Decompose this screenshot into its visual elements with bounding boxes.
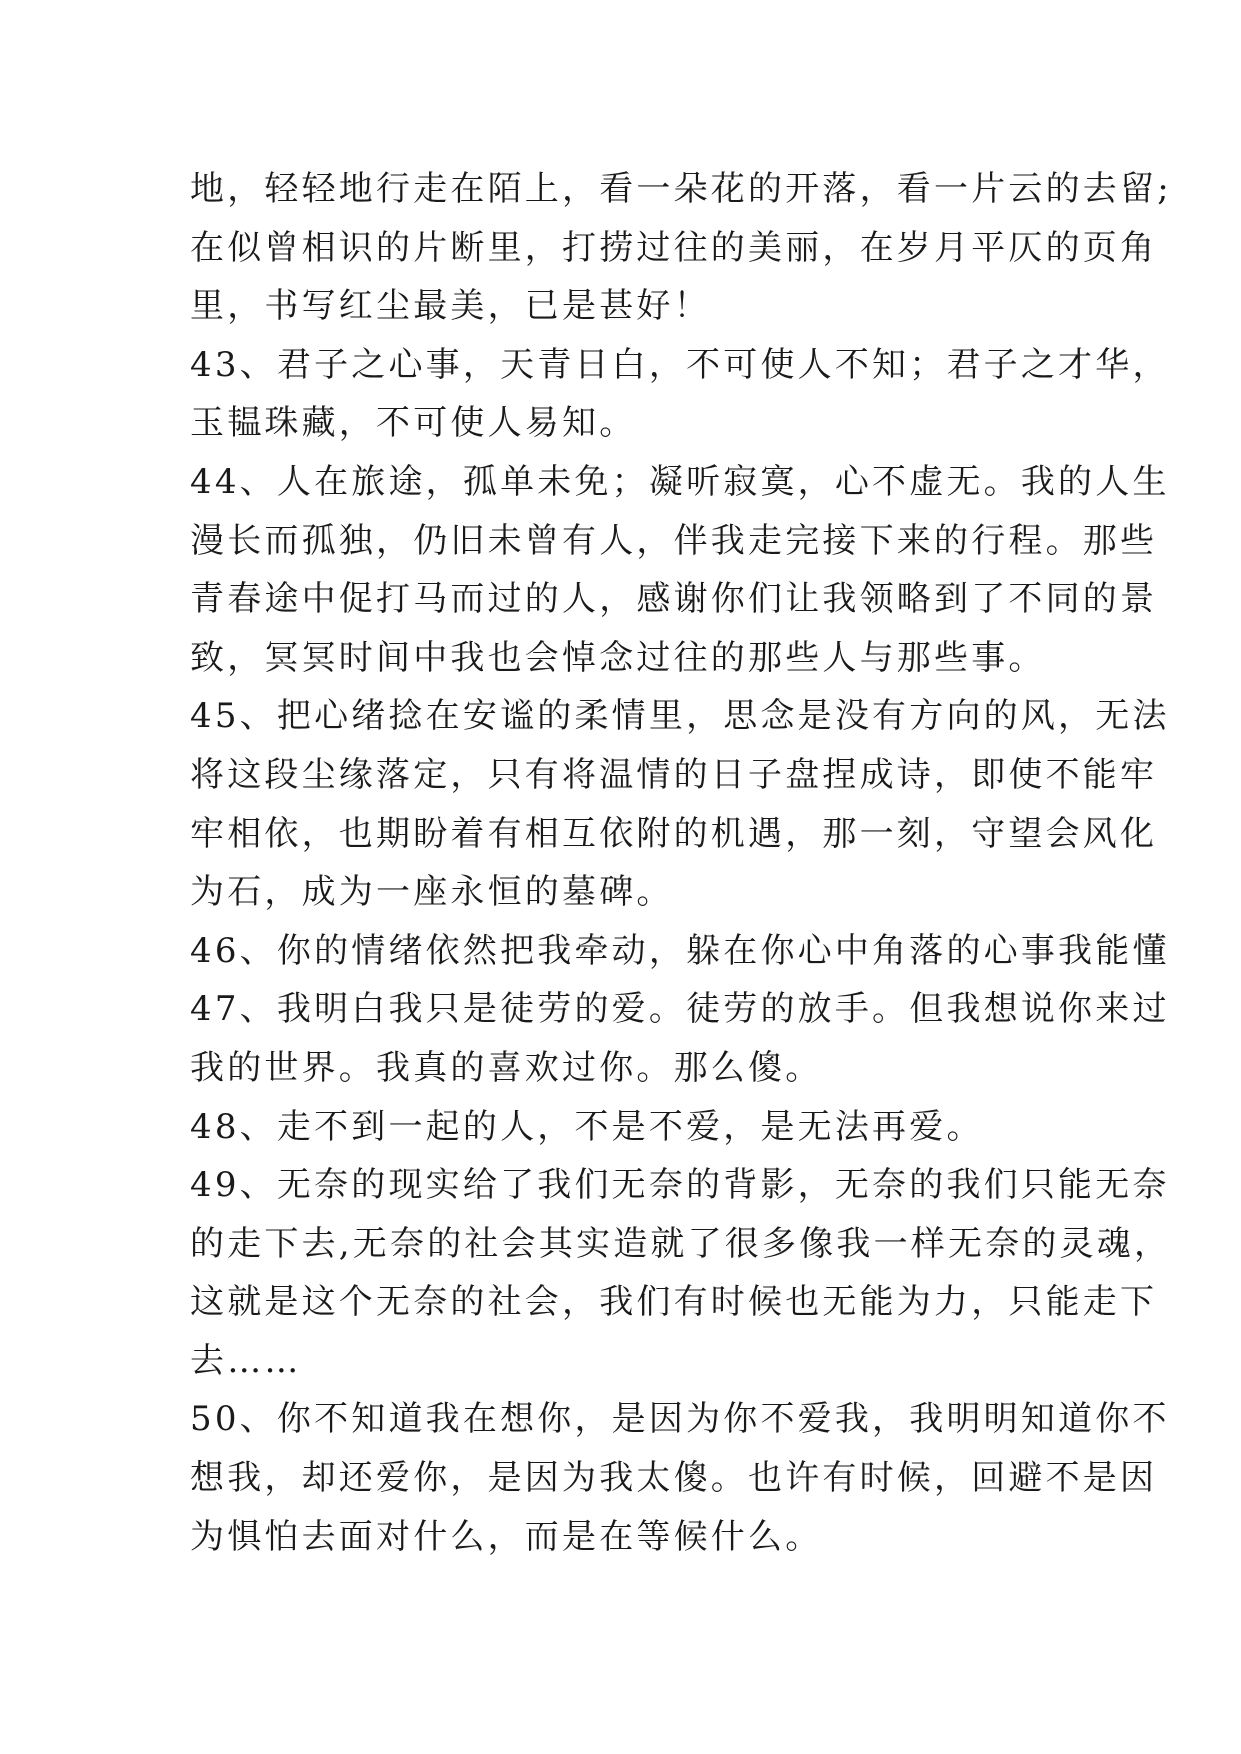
text-line: 牢相依，也期盼着有相互依附的机遇，那一刻，守望会风化 <box>190 813 1158 854</box>
text-line: 45、把心绪捻在安谧的柔情里，思念是没有方向的风，无法 <box>190 696 1170 737</box>
text-line: 在似曾相识的片断里，打捞过往的美丽，在岁月平仄的页角 <box>190 227 1158 268</box>
text-line: 50、你不知道我在想你，是因为你不爱我，我明明知道你不 <box>190 1399 1170 1440</box>
text-line: 致，冥冥时间中我也会悼念过往的那些人与那些事。 <box>190 637 1046 678</box>
text-line: 想我，却还爱你，是因为我太傻。也许有时候，回避不是因 <box>190 1458 1158 1499</box>
text-line: 46、你的情绪依然把我牵动，躲在你心中角落的心事我能懂 <box>190 930 1170 971</box>
text-line: 玉韫珠藏，不可使人易知。 <box>190 403 637 444</box>
text-line: 48、走不到一起的人，不是不爱，是无法再爱。 <box>190 1106 984 1147</box>
text-line: 青春途中促打马而过的人，感谢你们让我领略到了不同的景 <box>190 579 1158 620</box>
text-line: 将这段尘缘落定，只有将温情的日子盘捏成诗，即使不能牢 <box>190 754 1158 795</box>
text-line: 为惧怕去面对什么，而是在等候什么。 <box>190 1516 823 1557</box>
text-line: 漫长而孤独，仍旧未曾有人，伴我走完接下来的行程。那些 <box>190 520 1158 561</box>
text-line: 这就是这个无奈的社会，我们有时候也无能为力，只能走下 <box>190 1282 1158 1323</box>
text-line: 地，轻轻地行走在陌上，看一朵花的开落，看一片云的去留; <box>190 169 1172 209</box>
text-line: 47、我明白我只是徒劳的爱。徒劳的放手。但我想说你来过 <box>190 989 1170 1030</box>
text-line: 44、人在旅途，孤单未免；凝听寂寞，心不虚无。我的人生 <box>190 461 1170 502</box>
text-line: 为石，成为一座永恒的墓碑。 <box>190 872 674 913</box>
document-body <box>190 160 1172 1566</box>
text-line: 里，书写红尘最美，已是甚好！ <box>190 286 711 327</box>
text-line: 的走下去,无奈的社会其实造就了很多像我一样无奈的灵魂， <box>190 1223 1172 1264</box>
text-line: 49、无奈的现实给了我们无奈的背影，无奈的我们只能无奈 <box>190 1165 1170 1206</box>
text-line: 去…… <box>190 1340 302 1381</box>
text-line: 我的世界。我真的喜欢过你。那么傻。 <box>190 1047 823 1088</box>
text-line: 43、君子之心事，天青日白，不可使人不知；君子之才华， <box>190 344 1170 385</box>
